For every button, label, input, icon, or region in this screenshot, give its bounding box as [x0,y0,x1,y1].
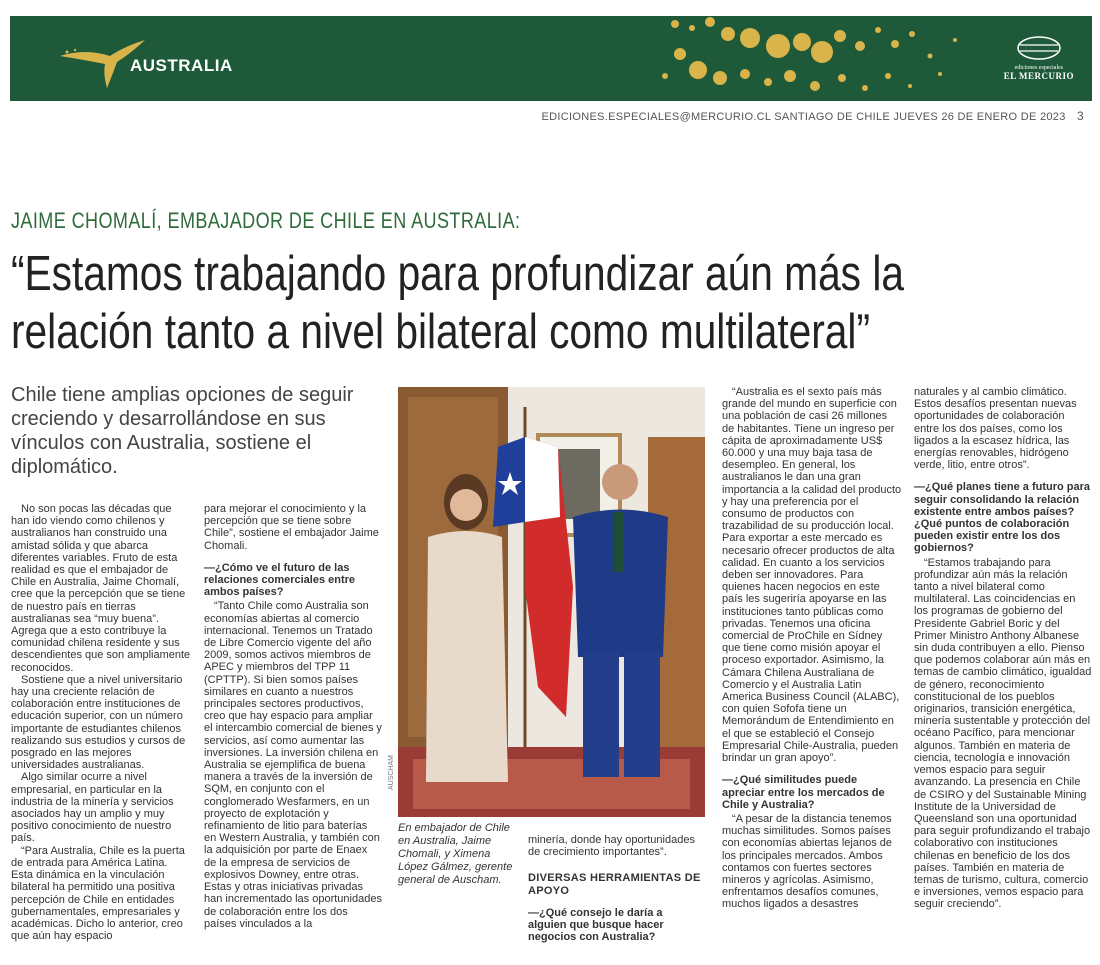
headline-line-1: “Estamos trabajando para profundizar aún más la [11,247,904,301]
interview-question: —¿Qué planes tiene a futuro para seguir consolidando la relación existente entre ambos países? ¿Qué puntos de colaboración pueden existir entre los dos gobiernos? [914,481,1091,555]
dateline-email[interactable]: EDICIONES.ESPECIALES@MERCURIO.CL [541,111,771,123]
page-number: 3 [1077,109,1084,123]
interview-question: —¿Qué consejo le daría a alguien que busque hacer negocios con Australia? [528,906,664,944]
photo-caption: En embajador de Chile en Australia, Jaime Chomali, y Ximena López Gálmez, gerente general de Auscham. [398,822,513,886]
headline-line-2: relación tanto a nivel bilateral como multilateral” [11,305,870,359]
col5-paragraph: “Estamos trabajando para profundizar aún más la relación tanto a nivel bilateral como multilateral. Las coincidencias en los programas de gobierno del Presidente Gabriel Boric y del Primer Ministro Anthony Albanese sin duda contribuyen a ello. Pienso que podemos colaborar aún más en temas de cambio climático, igualdad de género, reconocimiento constitucional de los pueblos originarios, transición energética, minería sustentable y protección del océano Pacífico, para mencionar algunos. También en materia de ciencia, tecnología e innovación vemos espacio para seguir avanzando. La presencia en Chile de CSIRO y del Sustainable Mining Institute de la Universidad de Queensland son una oportunidad para seguir profundizando el trabajo colaborativo con instituciones chilenas en beneficio de los dos países. También en materia de temas de turismo, cultura, comercio e inversiones, vemos espacio para seguir creciendo”. [914,556,1092,911]
lead-paragraph: Chile tiene amplias opciones de seguir creciendo y desarrollándose en sus vínculos con Australia, sostiene el diplomático. [11,384,354,478]
kicker: JAIME CHOMALÍ, EMBAJADOR DE CHILE EN AUSTRALIA: [11,208,521,233]
col5-paragraph: naturales y al cambio climático. Estos desafíos presentan nuevas oportunidades de colaboración entre los dos países, como los ligados a la escasez hídrica, las energías renovables, hidrógeno verde, litio, entre otros”. [914,386,1077,472]
newspaper-logo-icon [1016,36,1062,60]
col1-paragraph: “Para Australia, Chile es la puerta de entrada para América Latina. Esta dinámica en la vinculación bilateral ha permitido una positiva percepción de Chile en entidades gubernamentales, empresariales y académicas. Dicho lo anterior, creo que aún hay espacio [11,844,185,943]
decorative-dots [650,16,980,101]
subheading: DIVERSAS HERRAMIENTAS DE APOYO [528,872,701,897]
interview-question: —¿Qué similitudes puede apreciar entre los mercados de Chile y Australia? [722,774,885,811]
dateline [542,109,1084,123]
column-2 [204,503,382,930]
interview-question: —¿Cómo ve el futuro de las relaciones comerciales entre ambos países? [204,561,356,599]
column-5 [914,386,1092,911]
col1-paragraph: No son pocas las décadas que han ido viendo como chilenos y australianos han construido una amistad sólida y que abarca diferentes variables. Fruto de esta realidad es que el embajador de Chile en Australia, Jaime Chomalí, cree que la percepción que se tiene de nuestro país en tierras australianas sea “muy buena”. Agrega que a esto contribuye la comunidad chilena residente y sus descendientes que son ampliamente reconocidos. [11,503,191,674]
photo-credit: AUSCHAM [388,754,395,790]
col2-paragraph: para mejorar el conocimiento y la percepción que se tiene sobre Chile”, sostiene el embajador Jaime Chomali. [204,503,379,552]
col4-paragraph: “Australia es el sexto país más grande del mundo en superficie con una población de casi 26 millones de habitantes. Tiene un ingreso per cápita de aproximadamente US$ 60.000 y una muy baja tasa de desempleo. En general, los australianos le dan una gran importancia a la calidad del producto y hay una preferencia por el consumo de productos con trazabilidad de su producción local. Para exportar a este mercado es necesario ofrecer productos de alta calidad. En cuanto a los servicios deben ser innovadores. Para quienes hacen negocios en este país les sugeriría apoyarse en las instituciones tanto públicas como privadas. Tenemos una oficina comercial de ProChile en Sídney que tiene como misión apoyar el proceso exportador. Asimismo, la Cámara Chilena Australiana de Comercio y el Australia Latin America Business Council (ALABC), con quien Sofofa tiene un Memorándum de Entendimiento en el que se estableció el Consejo Empresarial Chile-Australia, pueden brindar un gran apoyo”. [722,386,902,765]
column-1 [11,503,191,942]
header-banner [10,16,1092,101]
col2-paragraph: “Tanto Chile como Australia son economías abiertas al comercio internacional. Tenemos un Tratado de Libre Comercio vigente del año 2009, somos activos miembros de APEC y miembros del TPP 11 (CPTTP). Si bien somos países similares en cuanto a nuestros principales sectores productivos, creo que hay espacio para ampliar el intercambio comercial de bienes y servicios, así como aumentar las inversiones. La inversión chilena en Australia se ejemplifica de buena manera a través de la inversión de SQM, en conjunto con el conglomerado Wesfarmers, en un proyecto de explotación y refinamiento de litio para baterías en Western Australia, y también con la adquisición por parte de Enaex de la empresa de servicios de explosivos Downey, entre otras. Estas y otras iniciativas privadas han incrementado las oportunidades de colaboración entre los dos países vinculados a la [204,600,382,930]
col4-paragraph: “A pesar de la distancia tenemos muchas similitudes. Somos países con economías abiertas lejanos de los principales mercados. Ambos contamos con fuertes sectores mineros y agrícolas. Asimismo, enfrentamos desafíos comunes, muchos ligados a desastres [722,812,892,911]
brand-small: ediciones especiales [1014,65,1064,71]
brand-name: EL MERCURIO [1003,71,1074,81]
col1-paragraph: Algo similar ocurre a nivel empresarial, en particular en la industria de la minería y servicios asociados hay un amplio y muy positivo conocimiento de nuestro país. [11,771,174,845]
photo-illustration [398,387,705,817]
headline [11,245,1090,361]
dateline-place-date: SANTIAGO DE CHILE JUEVES 26 DE ENERO DE 2023 [774,111,1066,123]
col1-paragraph: Sostiene que a nivel universitario hay una creciente relación de colaboración entre instituciones de educación superior, con un número importante de estudiantes chilenos realizando sus estudios y cursos de posgrado en las mejores universidades australianas. [11,673,186,772]
column-3 [528,834,704,945]
el-mercurio-logo [1004,36,1074,81]
article-photo [398,387,705,817]
banner-country: AUSTRALIA [130,56,233,75]
column-4 [722,386,902,911]
col3-paragraph: minería, donde hay oportunidades de crecimiento importantes”. [528,834,695,859]
